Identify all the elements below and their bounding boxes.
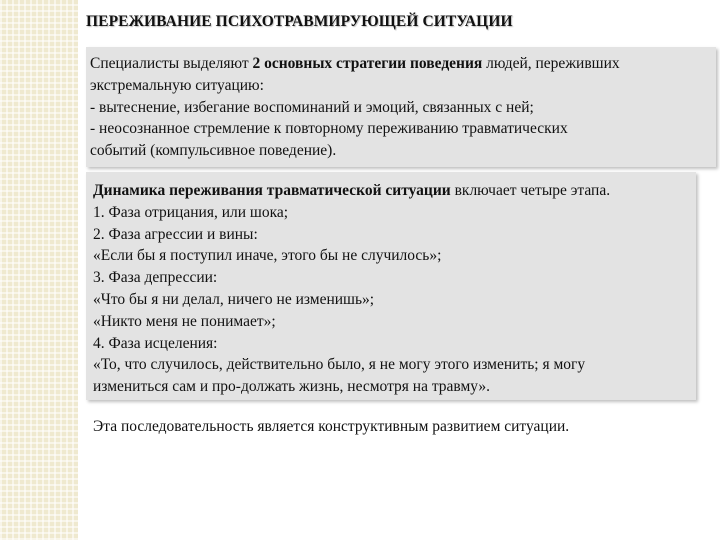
intro-bold: 2 основных стратегии поведения: [252, 55, 483, 72]
intro-line-2: экстремальную ситуацию:: [90, 76, 264, 94]
decorative-side-pattern: [0, 0, 78, 540]
dynamics-heading-bold: Динамика переживания травматической ситуации: [93, 182, 451, 199]
strategies-text: [90, 53, 715, 162]
phase-line: измениться сам и про-должать жизнь, несмотря на травму».: [93, 378, 491, 396]
dynamics-text: [93, 180, 693, 398]
phase-line: 4. Фаза исцеления:: [93, 334, 218, 352]
strategy-item-1: - вытеснение, избегание воспоминаний и эмоций, связанных с ней;: [90, 98, 534, 116]
phase-line: «Что бы я ни делал, ничего не изменишь»;: [93, 290, 375, 308]
intro-lead: Специалисты выделяют: [90, 55, 253, 72]
strategies-intro: [90, 53, 715, 75]
dynamics-heading-tail: включает четыре этапа.: [450, 182, 611, 199]
strategy-item-2-line-2: событий (компульсивное поведение).: [90, 142, 337, 160]
phase-line: «Если бы я поступил иначе, этого бы не случилось»;: [93, 247, 442, 265]
page-title: ПЕРЕЖИВАНИЕ ПСИХОТРАВМИРУЮЩЕЙ СИТУАЦИИ: [86, 13, 513, 30]
phase-line: «То, что случилось, действительно было, я не могу этого изменить; я могу: [93, 356, 586, 374]
phase-line: 1. Фаза отрицания, или шока;: [93, 203, 289, 221]
phase-line: 3. Фаза депрессии:: [93, 269, 218, 287]
dynamics-heading: [93, 180, 693, 202]
conclusion-text: Эта последовательность является конструктивным развитием ситуации.: [93, 418, 570, 435]
strategy-item-2-line-1: - неосознанное стремление к повторному переживанию травматических: [90, 120, 568, 138]
phase-line: «Никто меня не понимает»;: [93, 312, 276, 330]
phase-line: 2. Фаза агрессии и вины:: [93, 225, 258, 243]
intro-tail: людей, переживших: [482, 55, 620, 72]
